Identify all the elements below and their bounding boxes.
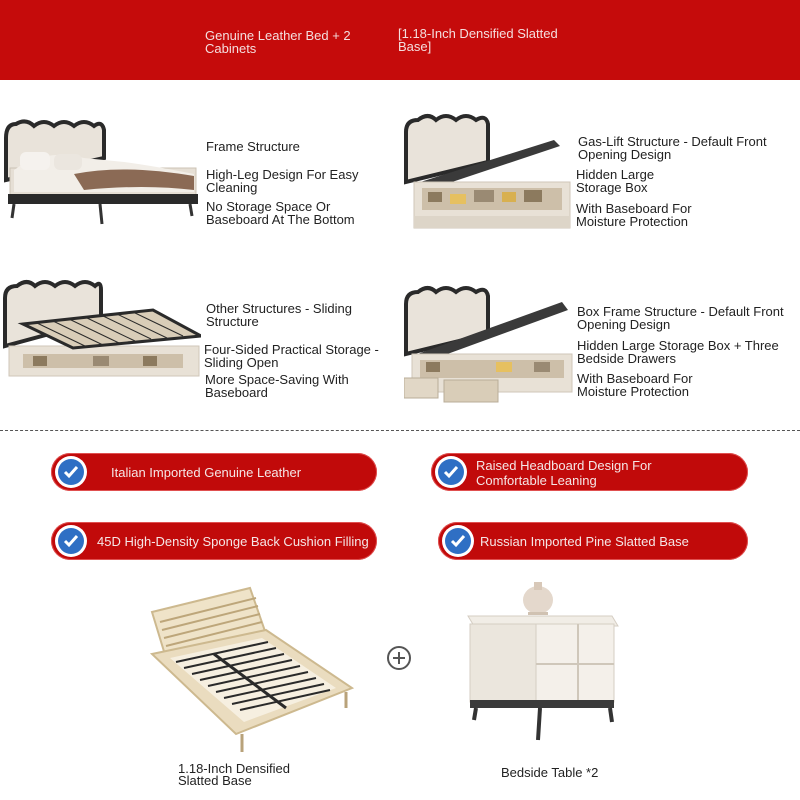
check-icon [442, 525, 474, 557]
structure-4-title: Box Frame Structure - Default Front Opening Design [577, 304, 784, 332]
frame-structure-bed-image [4, 118, 200, 226]
plus-icon [387, 646, 411, 670]
bedside-table-image [466, 580, 622, 744]
feature-pill-headboard [431, 453, 748, 491]
bedside-table-caption: Bedside Table *2 [501, 765, 599, 780]
structure-2-line3: With Baseboard For Moisture Protection [576, 201, 692, 229]
structure-1-line3: No Storage Space Or Baseboard At The Bottom [206, 199, 355, 227]
section-divider [0, 430, 800, 431]
structure-3-line3: More Space-Saving With Baseboard [205, 372, 349, 400]
feature-pill-leather [51, 453, 377, 491]
banner-right-text: [1.18-Inch Densified Slatted Base] [398, 26, 558, 54]
feature-label: Italian Imported Genuine Leather [111, 465, 302, 480]
feature-label: Raised Headboard Design For Comfortable Leaning [476, 458, 652, 488]
structure-4-line2: Hidden Large Storage Box + Three Bedside Drawers [577, 338, 779, 366]
slatted-bed-frame-image [146, 584, 356, 756]
feature-label: 45D High-Density Sponge Back Cushion Filling [97, 534, 369, 549]
check-icon [435, 456, 467, 488]
feature-label: Russian Imported Pine Slatted Base [480, 534, 689, 549]
structure-3-title: Other Structures - Sliding Structure [206, 301, 352, 329]
structure-1-line2: High-Leg Design For Easy Cleaning [206, 167, 359, 195]
structure-3-line2: Four-Sided Practical Storage - Sliding Open [204, 342, 379, 370]
structure-2-title: Gas-Lift Structure - Default Front Opening Design [578, 134, 767, 162]
sliding-structure-bed-image [3, 276, 201, 386]
top-banner [0, 0, 800, 80]
feature-pill-sponge [51, 522, 377, 560]
bed-frame-caption: 1.18-Inch Densified Slatted Base [178, 761, 291, 788]
structure-4-line3: With Baseboard For Moisture Protection [577, 371, 693, 399]
check-icon [55, 525, 87, 557]
check-icon [55, 456, 87, 488]
feature-pill-pine [438, 522, 748, 560]
banner-left-text: Genuine Leather Bed + 2 Cabinets [205, 28, 351, 56]
box-frame-bed-image [404, 284, 576, 408]
structure-2-line2: Hidden Large Storage Box [576, 167, 655, 195]
structure-1-title: Frame Structure [206, 139, 300, 154]
gas-lift-bed-image [404, 112, 574, 236]
